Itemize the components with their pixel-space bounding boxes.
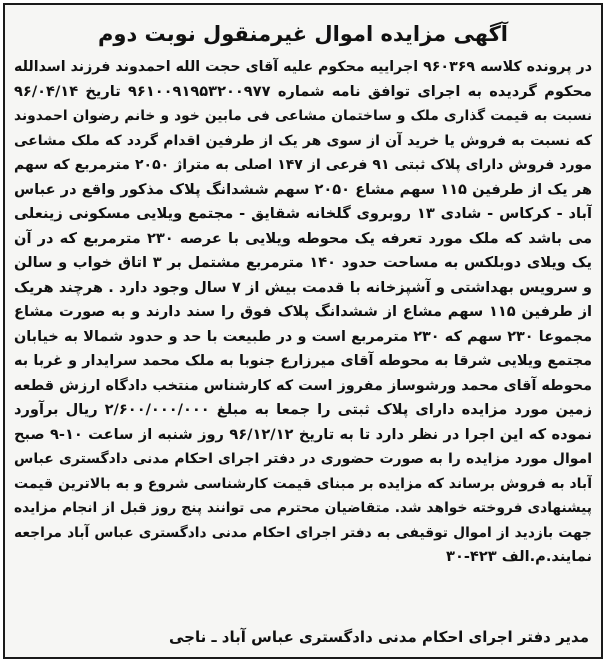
notice-line: مجتمع ویلایی شرقا به محوطه آقای میرزارع جنوبا به ملک محمد سرایدار و غربا به bbox=[14, 353, 592, 369]
auction-notice bbox=[3, 3, 603, 659]
notice-line: هر یک از طرفین ۱۱۵ سهم مشاع ۲۰۵۰ سهم ششدانگ پلاک مذکور واقع در عباس bbox=[14, 180, 592, 198]
notice-line: که نسبت به فروش یا خرید آن از سوی هر یک از طرفین اقدام گردد که ملک مشاعی bbox=[14, 132, 592, 149]
notice-line: آباد - کرکاس - شادی ۱۳ روبروی گلخانه شقایق - مجتمع ویلایی مسکونی زینعلی bbox=[14, 205, 592, 222]
notice-body bbox=[14, 55, 592, 570]
notice-title: آگهی مزایده اموال غیرمنقول نوبت دوم bbox=[98, 22, 508, 46]
notice-line: پیشنهادی فروخته خواهد شد. متقاضیان محترم می توانند پنج روز قبل از انجام مزایده bbox=[14, 500, 592, 516]
notice-line: محوطه آقای محمد ورشوساز مفروز است که کارشناس منتخب دادگاه ارزش قطعه bbox=[14, 377, 592, 394]
notice-line: نسبت به قیمت گذاری ملک و ساختمان مشاعی فی مابین خود و خانم رضوان احمدوند bbox=[14, 108, 592, 124]
notice-line: محکوم گردیده به اجرای توافق نامه شماره ۹۶۱۰۰۹۱۹۵۳۲۰۰۹۷۷ تاریخ ۹۶/۰۴/۱۴ bbox=[14, 82, 592, 100]
notice-line: در پرونده کلاسه ۹۶۰۳۶۹ اجراییه محکوم علیه آقای حجت الله احمدوند فرزند اسدالله bbox=[14, 59, 592, 75]
notice-line: و سرویس بهداشتی و آشپزخانه با قدمت بیش از ۷ سال وجود دارد . هرچند هریک bbox=[14, 278, 592, 296]
notice-line: می باشد که ملک مورد تعرفه یک محوطه ویلایی با عرصه ۲۳۰ مترمربع که در آن bbox=[14, 229, 592, 247]
notice-signature: مدیر دفتر اجرای احکام مدنی دادگستری عباس آباد ـ ناجی bbox=[168, 628, 589, 646]
notice-line: اموال مورد مزایده را به صورت حضوری در دفتر اجرای احکام مدنی دادگستری عباس bbox=[14, 451, 592, 467]
notice-line: مورد فروش دارای پلاک ثبتی ۹۱ فرعی از ۱۴۷ اصلی به متراژ ۲۰۵۰ مترمربع که سهم bbox=[14, 157, 592, 173]
notice-line: جهت بازدید از اموال توقیفی به دفتر اجرای احکام مدنی دادگستری عباس آباد مراجعه bbox=[14, 524, 592, 541]
notice-line: نموده که این اجرا در نظر دارد تا به تاریخ ۹۶/۱۲/۱۲ روز شنبه از ساعت ۱۰-۹ صبح bbox=[14, 425, 592, 443]
notice-line: نمایند.م.الف ۴۲۳-۳۰ bbox=[446, 548, 592, 565]
notice-line: از طرفین ۱۱۵ سهم مشاع از ششدانگ پلاک فوق را سند دارند و به صورت مشاع bbox=[14, 303, 592, 320]
notice-line: مجموعا ۲۳۰ سهم که ۲۳۰ مترمربع است و در طبیعت با حد و حدود شمالا به خیابان bbox=[14, 328, 592, 345]
notice-line: آباد به فروش برساند که مزایده بر مبنای قیمت کارشناسی شروع و به بالاترین قیمت bbox=[14, 475, 592, 492]
notice-line: زمین مورد مزایده دارای پلاک ثبتی را جمعا به مبلغ ۲/۶۰۰/۰۰۰/۰۰۰ ریال برآورد bbox=[14, 401, 592, 418]
notice-line: یک ویلای دوبلکس به مساحت حدود ۱۴۰ مترمربع مشتمل بر ۳ اتاق خواب و سالن bbox=[14, 254, 592, 271]
